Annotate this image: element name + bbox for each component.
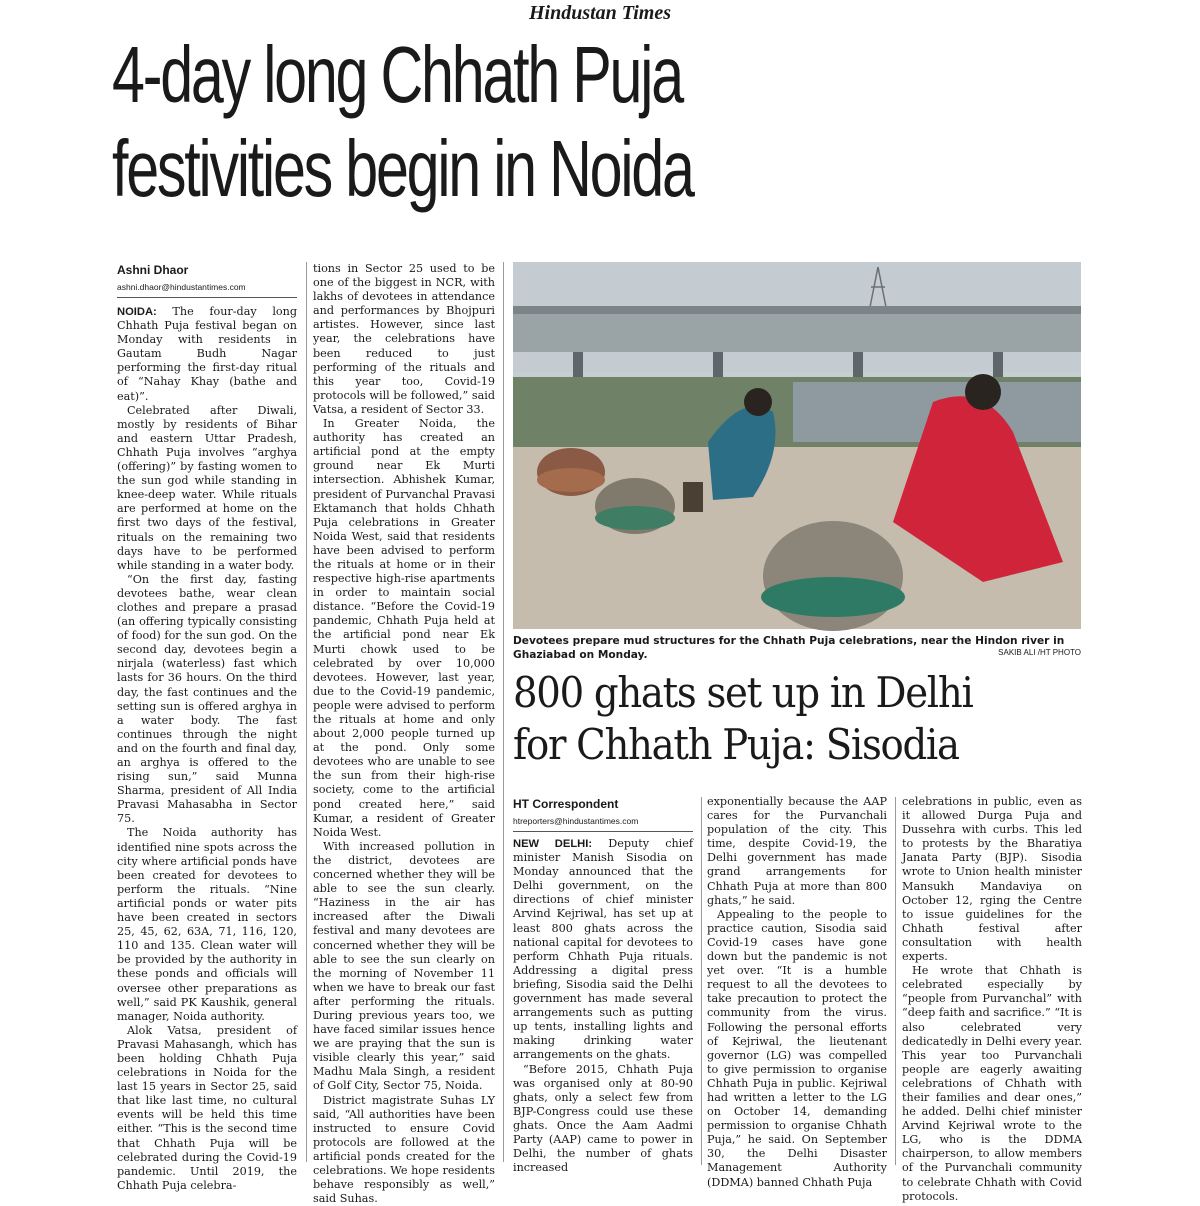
story2-paragraph: celebrations in public, even as it allowed Durga Puja and Dussehra with curbs. This led to protests by the Bharatiya Janata Party (BJP). Sisodia wrote to Union health minister Mansukh Mandaviya on October 12, rging the Centre to issue guidelines for the Chhath festival after consultation with health experts. [902, 795, 1082, 964]
story2-byline [513, 797, 693, 832]
story1-paragraph: tions in Sector 25 used to be one of the biggest in NCR, with lakhs of devotees in attendance and performances by Bhojpuri artistes. However, since last year, the celebrations have been reduced to just performing of the rituals and this year too, Covid-19 protocols will be followed,” said Vatsa, a resident of Sector 33. [313, 262, 495, 416]
story2-dateline: NEW DELHI: [513, 838, 593, 850]
story1-column-2 [313, 262, 495, 1206]
story2-paragraph: NEW DELHI: Deputy chief minister Manish Sisodia on Monday announced that the Delhi government, on the directions of chief minister Arvind Kejriwal, has set up at least 800 ghats across the national capital for devotees to perform Chhath Puja rituals. Addressing a digital press briefing, Sisodia said the Delhi government has made several arrangements such as putting up tents, installing lights and making drinking water arrangements on the ghats. [513, 837, 694, 1062]
story1-email: ashni.dhaor@hindustantimes.com [117, 282, 246, 292]
story1-paragraph: With increased pollution in the district, devotees are concerned whether they will be able to see the sun clearly. “Haziness in the air has increased after the Diwali festival and many devotees are concerned whether they will be able to see the sun clearly on the morning of November 11 when we have to break our fast after performing the rituals. During previous years too, we have faced similar issues hence we are praying that the sun is visible clearly this year,” said Madhu Mala Singh, a resident of Golf City, Sector 75, Noida. [313, 839, 495, 1093]
headline-line-1: 4-day long Chhath Puja [112, 30, 682, 119]
story1-column-1 [117, 305, 297, 1192]
story1-paragraph: “On the first day, fasting devotees bathe, wear clean clothes and prepare a prasad (an offering typically consisting of food) for the sun god. On the second day, devotees begin a nirjala (waterless) fast which lasts for 36 hours. On the third day, the fast continues and the setting sun is offered arghya in a water body. The fast continues through the night and on the fourth and final day, an arghya is offered to the rising sun,” said Munna Sharma, president of All India Pravasi Mahasabha in Sector 75. [117, 572, 297, 826]
column-divider [701, 797, 702, 1165]
story2-author: HT Correspondent [513, 797, 619, 811]
masthead: Hindustan Times [528, 2, 672, 24]
story1-paragraph: In Greater Noida, the authority has created an artificial pond at the empty ground near Ek Murti intersection. Abhishek Kumar, president of Purvanchal Pravasi Ektamanch that holds Chhath Puja celebrations in Greater Noida West, said that residents have been advised to perform the rituals at home or in their respective high-rise apartments in order to maintain social distance. “Before the Covid-19 pandemic, Chhath Puja held at the artificial pond near Ek Murti chowk used to be celebrated by over 10,000 devotees. However, last year, due to the Covid-19 pandemic, people were advised to perform the rituals at home and only about 2,000 people turned up at the pond. Only some devotees who are unable to see the sun from their high-rise society, come to the artificial pond created here,” said Kumar, a resident of Greater Noida West. [313, 417, 495, 839]
byline-rule [513, 831, 693, 832]
story1-paragraph: District magistrate Suhas LY said, “All authorities have been instructed to ensure Covid protocols are followed at the artificial ponds created for the celebrations. We hope residents behave responsibly as well,” said Suhas. [313, 1093, 495, 1206]
column-divider [306, 262, 307, 1162]
photo-scene [513, 262, 1081, 629]
story1-byline [117, 263, 297, 298]
story2-column-2 [707, 795, 887, 1189]
story1-paragraph: Celebrated after Diwali, mostly by residents of Bihar and eastern Uttar Pradesh, Chhath Puja involves “arghya (offering)” by fasting women to the sun god while standing in knee-deep water. While rituals are performed at home on the first two days of the festival, rituals on the remaining two days have to be performed while standing in a water body. [117, 403, 297, 572]
story1-author: Ashni Dhaor [117, 263, 189, 277]
story2-paragraph: “Before 2015, Chhath Puja was organised only at 80-90 ghats, only a select few from BJP-Congress could use these ghats. Once the Aam Aadmi Party (AAP) came to power in Delhi, the number of ghats increased [513, 1062, 693, 1175]
story1-paragraph: NOIDA: The four-day long Chhath Puja festival began on Monday with residents in Gautam Budh Nagar performing the first-day ritual of “Nahay Khay (bathe and eat)”. [117, 305, 297, 403]
headline-line-2: festivities begin in Noida [112, 124, 693, 213]
main-headline [112, 28, 911, 216]
headline2-line-2: for Chhath Puja: Sisodia [513, 720, 959, 769]
news-photo [513, 262, 1081, 629]
story1-paragraph: The Noida authority has identified nine spots across the city where artificial ponds have been created for devotees to perform the rituals. “Nine artificial ponds or water pits have been created in sectors 25, 45, 62, 63A, 71, 116, 120, 110 and 135. Clean water will be provided by the authority in these ponds and officials will oversee other preparations as well,” said PK Kaushik, general manager, Noida authority. [117, 826, 297, 1023]
story2-paragraph: exponentially because the AAP cares for the Purvanchali population of the city. This time, despite Covid-19, the Delhi government has made grand arrangements for Chhath Puja at more than 800 ghats,” he said. [707, 795, 887, 907]
story1-paragraph: Alok Vatsa, president of Pravasi Mahasangh, which has been holding Chhath Puja celebrations in Noida for the last 15 years in Sector 25, said that like last time, no cultural events will be held this time either. “This is the second time that Chhath Puja will be celebrated during the Covid-19 pandemic. Until 2019, the Chhath Puja celebra- [117, 1023, 297, 1192]
headline2-line-1: 800 ghats set up in Delhi [513, 668, 973, 717]
byline-rule [117, 297, 297, 298]
column-divider [895, 797, 896, 1165]
story2-paragraph: Appealing to the people to practice caution, Sisodia said Covid-19 cases have gone down but the pandemic is not yet over. “It is a humble request to all the devotees to take precaution to protect the community from the virus. Following the personal efforts of Kejriwal, the lieutenant governor (LG) was compelled to give permission to organise Chhath Puja in public. Kejriwal had written a letter to the LG on October 14, demanding permission to organise Chhath Puja,” he said. On September 30, the Delhi Disaster Management Authority (DDMA) banned Chhath Puja [707, 907, 887, 1189]
story2-column-1 [513, 837, 694, 1175]
second-headline [513, 667, 1083, 771]
photo-credit: SAKIB ALI /HT PHOTO [998, 648, 1081, 657]
story2-email: htreporters@hindustantimes.com [513, 816, 639, 826]
photo-caption: Devotees prepare mud structures for the Chhath Puja celebrations, near the Hindon river in Ghaziabad on Monday. [513, 635, 1065, 661]
story1-dateline: NOIDA: [117, 306, 157, 318]
story2-paragraph: He wrote that Chhath is celebrated especially by “people from Purvanchal” with “deep faith and sacrifice.” “It is also celebrated very dedicatedly in Delhi every year. This year too Purvanchali people are eagerly awaiting celebrations of Chhath with their families and dear ones,” he added. Delhi chief minister Arvind Kejriwal wrote to the LG, who is the DDMA chairperson, to allow members of the Purvanchali community to celebrate Chhath with Covid protocols. [902, 964, 1082, 1203]
story2-column-3 [902, 795, 1082, 1203]
column-divider [503, 262, 504, 1162]
